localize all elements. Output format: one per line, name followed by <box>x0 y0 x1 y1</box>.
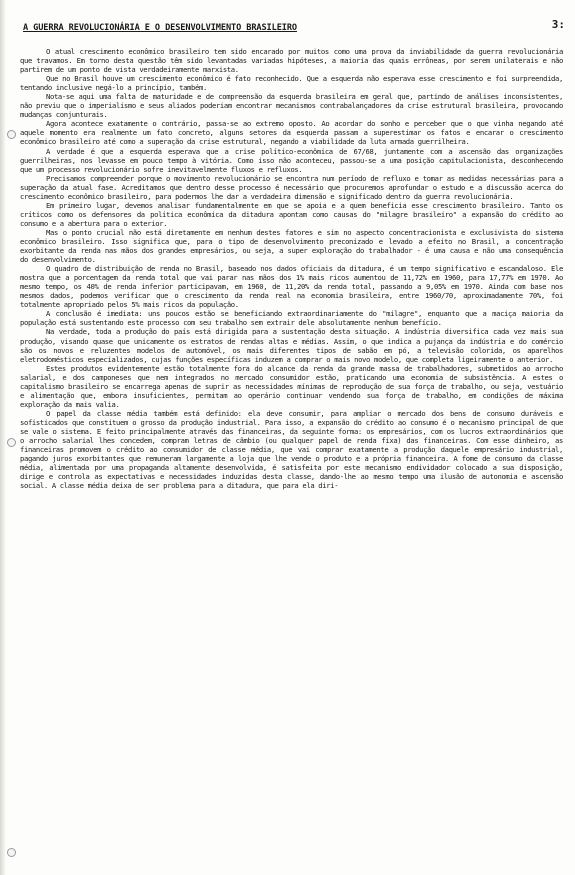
document-heading: A GUERRA REVOLUCIONÁRIA E O DESENVOLVIMENTO BRASILEIRO <box>23 23 297 33</box>
paragraph-12: Estes produtos evidentemente estão totalmente fora do alcance da renda da grande massa de trabalhadores, submetidos ao arrocho salarial, e dos camponeses que nem integrados no mercado consumidor estão, praticando uma economia de subsistência. A estes o capitalismo brasileiro se encarrega apenas de suprir as necessidades mínimas de reprodução de sua força de trabalho, ou seja, vestuário e alimentação que, embora insuficientes, permitam ao operário continuar vendendo sua força de trabalho, em condições de máxima exploração da mais valia. <box>20 363 563 409</box>
paragraph-8: Mas o ponto crucial não está diretamente em nenhum destes fatores e sim no aspecto concentracionista e exclusivista do sistema econômico brasileiro. Isso significa que, para o tipo de desenvolvimento preconizado e levado a efeito no Brasil, a concentração exorbitante da renda nas mãos dos grandes empresários, ou seja, a super exploração do trabalhador - é uma causa e não uma consequência do desenvolvimento. <box>20 227 563 265</box>
paragraph-13: O papel da classe média também está definido: ela deve consumir, para ampliar o mercado dos bens de consumo duráveis e sofisticados que constituem o grosso da produção industrial. Para isso, a expansão do crédito ao consumo é o mecanismo principal de que se vale o sistema. E feito principalmente através das financeiras, da seguinte forma: os empresários, com os lucros extraordinários que o arrocho salarial lhes concedem, compram letras de câmbio (ou qualquer papel de renda fixa) das financeiras. Com esse dinheiro, as financeiras promovem o crédito ao consumidor de classe média, que vai comprar exatamente a produção daquele empresário industrial, pagando juros exorbitantes que remuneram largamente a loja que lhe vende o produto e a própria financeira. A fome de consumo da classe média, alimentada por uma propaganda altamente desenvolvida, é satisfeita por este mecanismo endividador colocado a sua disposição, dirige e controla as expectativas e necessidades induzidas desta classe, dando-lhe ao mesmo tempo uma ilusão de autonomia e ascensão social. A classe média deixa de ser problema para a ditadura, que para ela diri- <box>20 408 563 491</box>
document-body <box>20 47 563 490</box>
paragraph-5: A verdade é que a esquerda esperava que a crise político-econômica de 67/68, juntamente com a ascensão das organizações guerrilheiras, nos levasse em pouco tempo à vitória. Como isso não aconteceu, passou-se a uma posição capitulacionista, desconhecendo que um processo revolucionário sofre inevitavelmente fluxos e refluxos. <box>20 146 563 174</box>
punch-hole-bottom <box>7 848 16 857</box>
paragraph-3: Nota-se aqui uma falta de maturidade e de compreensão da esquerda brasileira em geral que, partindo de análises inconsistentes, não previu que o imperialismo e seus aliados poderiam encontrar mecanismos contrabalançadores da crise estrutural brasileira, provocando mudanças conjunturais. <box>20 92 563 120</box>
paragraph-11: Na verdade, toda a produção do país está dirigida para a sustentação desta situação. A indústria diversifica cada vez mais sua produção, visando quase que unicamente os estratos de rendas altas e médias. Assim, o que indica a pujança da indústria e do comércio são os novos e reluzentes modelos de automóvel, os mais diferentes tipos de sabão em pó, a televisão colorida, os aparelhos eletrodomésticos especializados, cujas funções específicas induzem a comprar o mais novo modelo, que completa ligeiramente o anterior. <box>20 327 563 364</box>
paragraph-4: Agora acontece exatamente o contrário, passa-se ao extremo oposto. Ao acordar do sonho e perceber que o que vinha negando até aquele momento era realmente um fato concreto, alguns setores da esquerda passam a superestimar os fatos e encarar o crescimento econômico brasileiro até como a superação da crise estrutural, negando a viabilidade da luta armada guerrilheira. <box>20 119 563 147</box>
paragraph-2: Que no Brasil houve um crescimento econômico é fato reconhecido. Que a esquerda não esperava esse crescimento e foi surpreendida, tentando inclusive negá-lo a princípio, também. <box>20 74 563 93</box>
paragraph-1: O atual crescimento econômico brasileiro tem sido encarado por muitos como uma prova da inviabilidade da guerra revolucionária que travamos. Em torno desta questão têm sido levantadas variadas hipóteses, a maioria das quais errôneas, por serem unilaterais e não partirem de um ponto de vista verdadeiramente marxista. <box>20 47 563 75</box>
punch-hole-top <box>7 130 16 139</box>
paragraph-9: O quadro de distribuição de renda no Brasil, baseado nos dados oficiais da ditadura, é um tempo significativo e escandaloso. Ele mostra que a porcentagem da renda total que vai parar nas mãos dos 1% mais ricos aumentou de 11,72% em 1960, para 17,77% em 1970. Ao mesmo tempo, os 40% de renda inferior participavam, em 1960, de 11,20% da renda total, passando a 9,05% em 1970. Ainda com base nos mesmos dados, podemos verificar que o crescimento da renda real na economia brasileira, entre 1960/70, aproximadamente 70%, foi totalmente apropriado pelos 5% mais ricos da população. <box>20 264 563 310</box>
paragraph-10: A conclusão é imediata: uns poucos estão se beneficiando extraordinariamente do "milagre", enquanto que a maciça maioria da população está sustentando este processo com seu trabalho sem extrair dele absolutamente nenhum benefício. <box>20 309 563 328</box>
page-number: 3: <box>551 18 565 31</box>
page-edge-shadow <box>0 0 6 875</box>
paragraph-7: Em primeiro lugar, devemos analisar fundamentalmente em que se apoia e a quem beneficia esse crescimento brasileiro. Tanto os críticos como os defensores da política econômica da ditadura apontam como causas do "milagre brasileiro" a expansão do crédito ao consumo e a abertura para o exterior. <box>20 200 563 228</box>
punch-hole-middle <box>7 438 16 447</box>
paragraph-6: Precisamos compreender porque o movimento revolucionário se encontra num período de refluxo e tomar as medidas necessárias para a superação da atual fase. Acreditamos que dentro desse processo é necessário que procuremos aprofundar o estudo e a discussão acerca do crescimento econômico brasileiro, para podermos lhe dar a verdadeira dimensão e significado dentro da guerra revolucionária. <box>20 173 563 201</box>
